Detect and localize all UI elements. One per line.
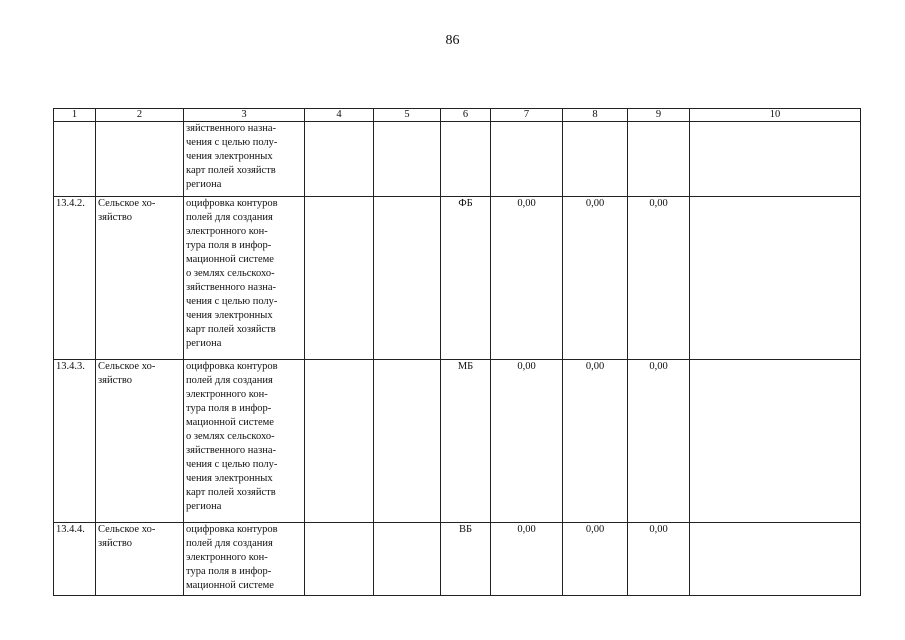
empty-cell-4 xyxy=(305,360,374,523)
cell-line: тура поля в инфор- xyxy=(186,240,272,251)
cell-line: карт полей хозяйств xyxy=(186,165,276,176)
cell-line: полей для создания xyxy=(186,212,273,223)
cell-line: зяйство xyxy=(98,538,132,549)
empty-cell-4 xyxy=(305,197,374,360)
cell-line: чения электронных xyxy=(186,473,273,484)
cell-line: чения с целью полу- xyxy=(186,137,278,148)
sector-cell xyxy=(96,360,184,523)
value-cell-9 xyxy=(628,122,690,197)
column-header-8: 8 xyxy=(563,109,628,122)
column-header-2: 2 xyxy=(96,109,184,122)
cell-line: полей для создания xyxy=(186,538,273,549)
cell-line: Сельское хо- xyxy=(98,198,156,209)
value-cell-8: 0,00 xyxy=(563,360,628,523)
value-cell-9: 0,00 xyxy=(628,523,690,596)
empty-cell-4 xyxy=(305,523,374,596)
row-code xyxy=(54,122,96,197)
value-cell-8: 0,00 xyxy=(563,523,628,596)
column-header-7: 7 xyxy=(491,109,563,122)
column-header-9: 9 xyxy=(628,109,690,122)
column-header-3: 3 xyxy=(184,109,305,122)
row-code: 13.4.4. xyxy=(54,523,96,596)
column-header-4: 4 xyxy=(305,109,374,122)
cell-line: полей для создания xyxy=(186,375,273,386)
empty-cell-10 xyxy=(690,122,861,197)
description-cell xyxy=(184,523,305,596)
cell-line: карт полей хозяйств xyxy=(186,487,276,498)
description-cell xyxy=(184,197,305,360)
table-row xyxy=(54,360,861,523)
budget-source-cell: ФБ xyxy=(441,197,491,360)
cell-line: Сельское хо- xyxy=(98,361,156,372)
cell-line: зяйство xyxy=(98,212,132,223)
empty-cell-10 xyxy=(690,523,861,596)
cell-line: чения с целью полу- xyxy=(186,296,278,307)
cell-line: Сельское хо- xyxy=(98,524,156,535)
cell-line: карт полей хозяйств xyxy=(186,324,276,335)
column-header-5: 5 xyxy=(374,109,441,122)
cell-line: мационной системе xyxy=(186,254,274,265)
cell-line: электронного кон- xyxy=(186,552,268,563)
table-body xyxy=(54,122,861,596)
cell-line: зяйство xyxy=(98,375,132,386)
cell-line: электронного кон- xyxy=(186,389,268,400)
cell-line: мационной системе xyxy=(186,417,274,428)
cell-line: региона xyxy=(186,338,222,349)
budget-source-cell: МБ xyxy=(441,360,491,523)
cell-line: оцифровка контуров xyxy=(186,361,278,372)
cell-line: о землях сельскохо- xyxy=(186,268,275,279)
cell-line: зяйственного назна- xyxy=(186,123,277,134)
cell-line: электронного кон- xyxy=(186,226,268,237)
sector-cell xyxy=(96,197,184,360)
value-cell-9: 0,00 xyxy=(628,197,690,360)
empty-cell-4 xyxy=(305,122,374,197)
empty-cell-10 xyxy=(690,360,861,523)
value-cell-8: 0,00 xyxy=(563,197,628,360)
empty-cell-5 xyxy=(374,197,441,360)
description-cell xyxy=(184,122,305,197)
row-code: 13.4.3. xyxy=(54,360,96,523)
description-cell xyxy=(184,360,305,523)
empty-cell-5 xyxy=(374,523,441,596)
budget-source-cell: ВБ xyxy=(441,523,491,596)
cell-line: тура поля в инфор- xyxy=(186,403,272,414)
table-row xyxy=(54,523,861,596)
empty-cell-5 xyxy=(374,122,441,197)
cell-line: зяйственного назна- xyxy=(186,282,277,293)
budget-source-cell xyxy=(441,122,491,197)
sector-cell xyxy=(96,122,184,197)
cell-line: чения электронных xyxy=(186,310,273,321)
value-cell-7: 0,00 xyxy=(491,360,563,523)
cell-line: региона xyxy=(186,179,222,190)
sector-cell xyxy=(96,523,184,596)
value-cell-9: 0,00 xyxy=(628,360,690,523)
cell-line: оцифровка контуров xyxy=(186,524,278,535)
table-row xyxy=(54,197,861,360)
cell-line: оцифровка контуров xyxy=(186,198,278,209)
column-header-10: 10 xyxy=(690,109,861,122)
page-number: 86 xyxy=(445,33,460,48)
header-row xyxy=(54,109,861,122)
value-cell-7 xyxy=(491,122,563,197)
value-cell-8 xyxy=(563,122,628,197)
cell-line: мационной системе xyxy=(186,580,274,591)
budget-table xyxy=(53,108,861,596)
value-cell-7: 0,00 xyxy=(491,197,563,360)
empty-cell-5 xyxy=(374,360,441,523)
cell-line: о землях сельскохо- xyxy=(186,431,275,442)
cell-line: чения с целью полу- xyxy=(186,459,278,470)
value-cell-7: 0,00 xyxy=(491,523,563,596)
cell-line: чения электронных xyxy=(186,151,273,162)
cell-line: региона xyxy=(186,501,222,512)
empty-cell-10 xyxy=(690,197,861,360)
cell-line: тура поля в инфор- xyxy=(186,566,272,577)
column-header-6: 6 xyxy=(441,109,491,122)
column-header-1: 1 xyxy=(54,109,96,122)
table-row xyxy=(54,122,861,197)
row-code: 13.4.2. xyxy=(54,197,96,360)
cell-line: зяйственного назна- xyxy=(186,445,277,456)
